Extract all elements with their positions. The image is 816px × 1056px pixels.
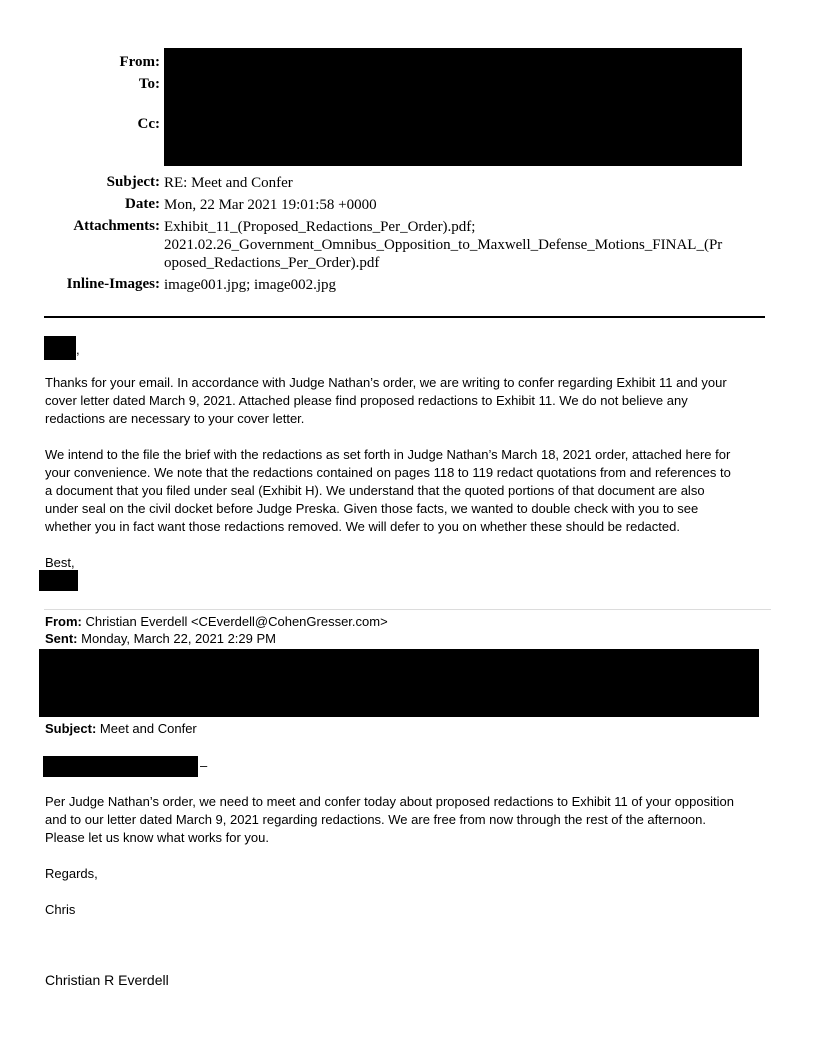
inline-images-value: image001.jpg; image002.jpg <box>164 277 337 293</box>
original-greeting-suffix: – <box>200 758 208 773</box>
original-sent-value: Monday, March 22, 2021 2:29 PM <box>81 631 276 646</box>
reply-closing <box>45 554 770 572</box>
original-from-label: From: <box>45 614 82 629</box>
redaction-block-tail <box>172 160 335 166</box>
original-sent-label: Sent: <box>45 631 78 646</box>
greeting-suffix: , <box>76 342 80 357</box>
attachments-list <box>164 218 764 272</box>
redaction-greeting <box>44 336 76 360</box>
original-from-line <box>45 614 388 629</box>
cc-label: Cc: <box>137 116 160 132</box>
reply-paragraph-2 <box>45 446 770 536</box>
redaction-signature <box>39 570 78 591</box>
subject-value: RE: Meet and Confer <box>164 175 293 191</box>
original-regards <box>45 865 770 883</box>
regards-text: Regards, <box>45 866 98 881</box>
original-paragraph-1 <box>45 793 770 847</box>
text-line: Thanks for your email. In accordance with Judge Nathan’s order, we are writing to confer regarding Exhibit 11 and your <box>45 375 727 390</box>
attachments-label: Attachments: <box>73 218 160 234</box>
signature-name: Christian R Everdell <box>45 972 169 988</box>
text-line: a document that you filed under seal (Exhibit H). We understand that the quoted portions of that document are also <box>45 483 705 498</box>
inline-images-label: Inline-Images: <box>66 276 160 292</box>
text-line: cover letter dated March 9, 2021. Attached please find proposed redactions to Exhibit 11. We do not believe any <box>45 393 688 408</box>
closing-text: Best, <box>45 555 75 570</box>
original-from-value: Christian Everdell <CEverdell@CohenGresser.com> <box>85 614 388 629</box>
original-subject-line <box>45 721 197 736</box>
redaction-original-recipients <box>39 649 759 717</box>
text-line: under seal on the civil docket before Judge Preska. Given those facts, we wanted to double check with you to see <box>45 501 699 516</box>
text-line: your convenience. We note that the redactions contained on pages 118 to 119 redact quotations from and references to <box>45 465 731 480</box>
text-line: We intend to the file the brief with the redactions as set forth in Judge Nathan’s March 18, 2021 order, attached here for <box>45 447 731 462</box>
text-line: Please let us know what works for you. <box>45 830 269 845</box>
original-name-short <box>45 901 770 919</box>
redaction-block-recipients <box>164 48 742 166</box>
original-subject-value: Meet and Confer <box>99 721 197 736</box>
quoted-message-divider <box>44 609 771 610</box>
subject-label: Subject: <box>106 174 160 190</box>
text-line: redactions are necessary to your cover letter. <box>45 411 305 426</box>
original-sent-line <box>45 631 276 646</box>
text-line: and to our letter dated March 9, 2021 regarding redactions. We are free from now through the rest of the afternoon. <box>45 812 706 827</box>
header-divider <box>44 316 765 318</box>
text-line: whether you in fact want those redactions removed. We will defer to you on whether these should be redacted. <box>45 519 680 534</box>
date-value: Mon, 22 Mar 2021 19:01:58 +0000 <box>164 197 377 213</box>
attachment-line: oposed_Redactions_Per_Order).pdf <box>164 255 380 271</box>
date-label: Date: <box>125 196 160 212</box>
original-subject-label: Subject: <box>45 721 97 736</box>
to-label: To: <box>138 76 160 92</box>
attachment-line: Exhibit_11_(Proposed_Redactions_Per_Order).pdf; <box>164 219 476 235</box>
redaction-original-greeting <box>43 756 198 777</box>
name-short-text: Chris <box>45 902 76 917</box>
text-line: Per Judge Nathan’s order, we need to meet and confer today about proposed redactions to Exhibit 11 of your opposition <box>45 794 734 809</box>
from-label: From: <box>119 54 160 70</box>
reply-paragraph-1 <box>45 374 770 428</box>
attachment-line: 2021.02.26_Government_Omnibus_Opposition_to_Maxwell_Defense_Motions_FINAL_(Pr <box>164 237 723 253</box>
